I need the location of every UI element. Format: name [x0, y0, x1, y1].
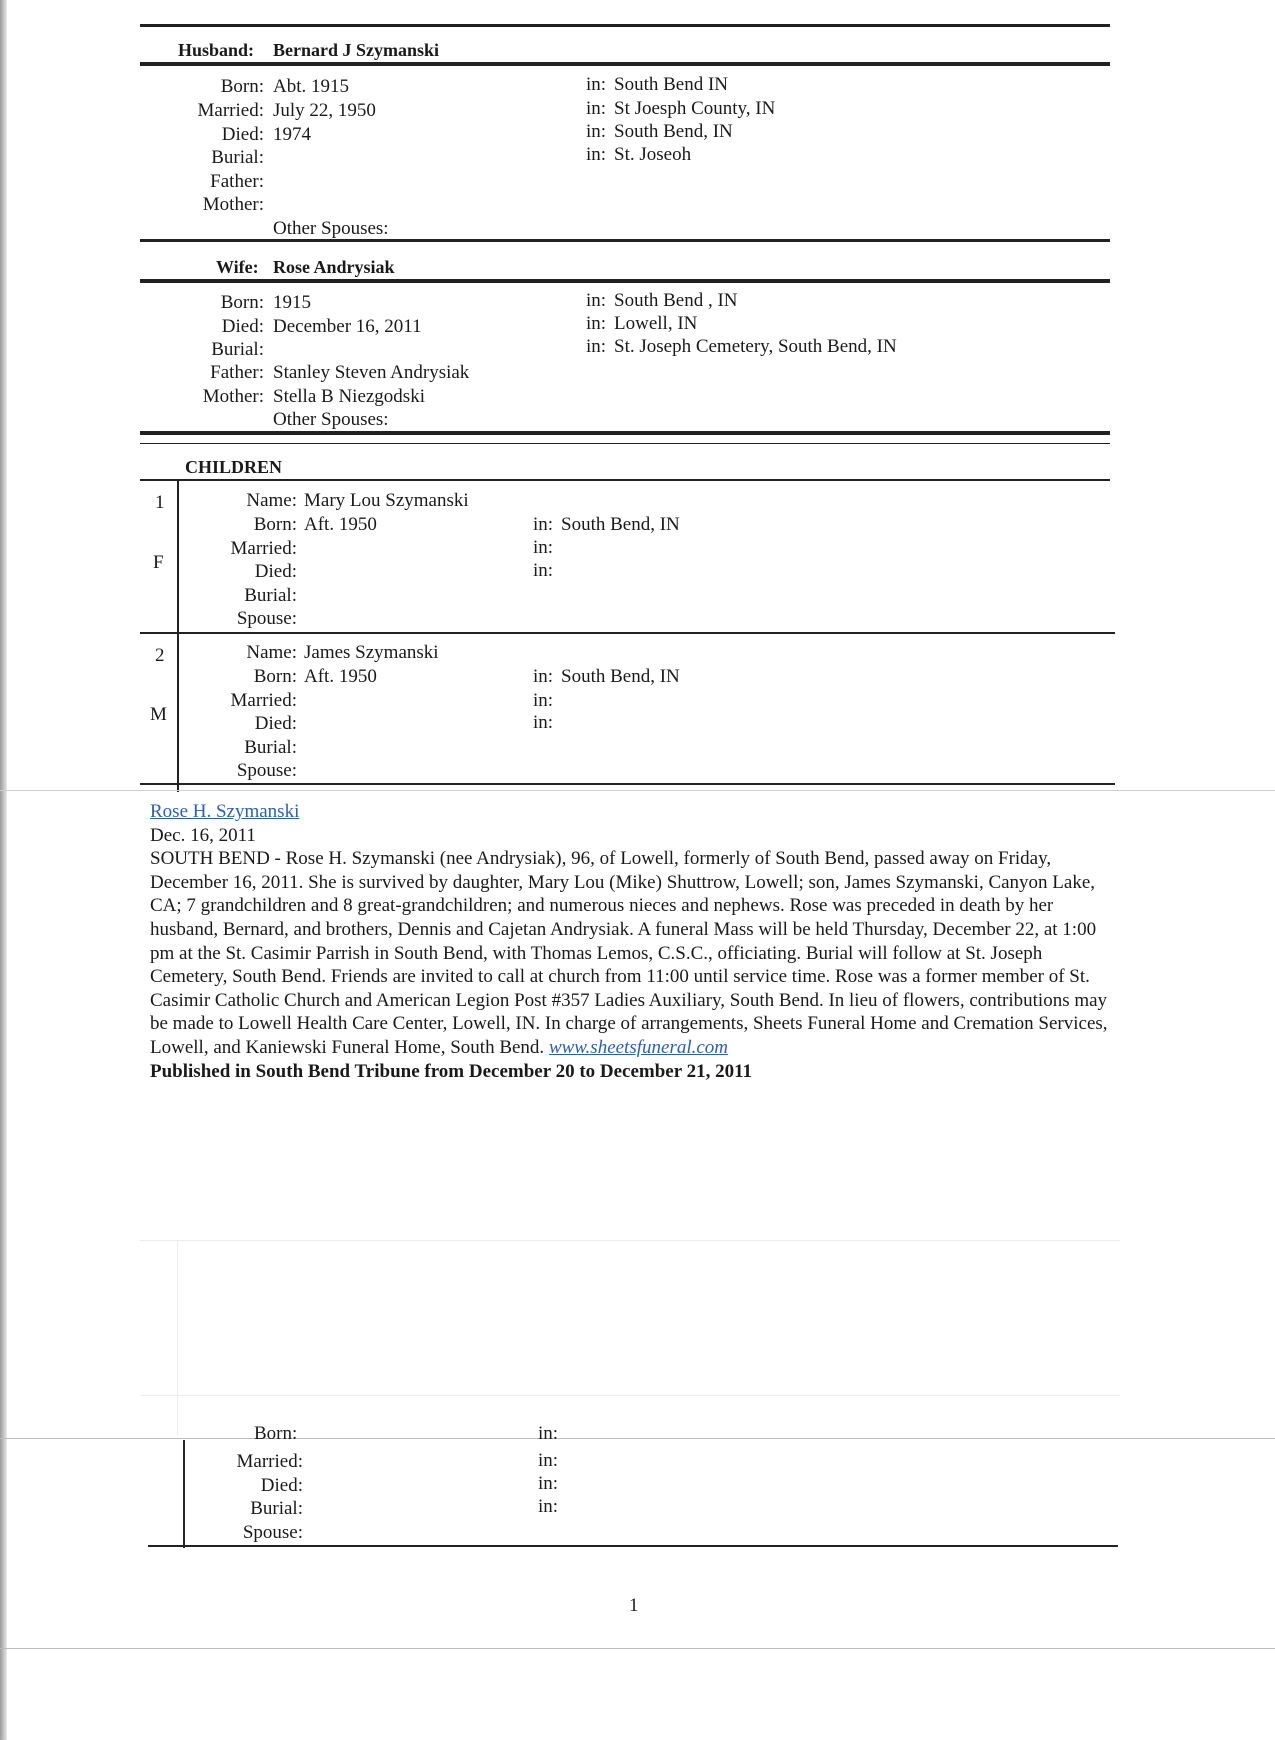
- bottom-paper-edge: [0, 1648, 1275, 1649]
- wife-died-place: Lowell, IN: [614, 313, 698, 334]
- child-1-born-place: South Bend, IN: [561, 514, 680, 535]
- page-number: 1: [629, 1595, 639, 1616]
- child-1-died-in: in:: [533, 560, 554, 581]
- wife-born-in: in:: [586, 290, 607, 311]
- child-2-born-in: in:: [533, 666, 554, 687]
- lower-partial-born: Born:: [254, 1423, 298, 1444]
- rule-children-top-thin: [140, 443, 1110, 444]
- paper-overlap-edge: [0, 790, 1275, 791]
- child-2-sex: M: [150, 704, 167, 725]
- wife-born-value: 1915: [273, 292, 311, 313]
- husband-born-place: South Bend IN: [614, 74, 728, 95]
- child-2-died-in: in:: [533, 712, 554, 733]
- lower-spouse-label: Spouse:: [242, 1522, 303, 1543]
- rule-wife-top: [140, 239, 1110, 242]
- obituary-body: SOUTH BEND - Rose H. Szymanski (nee Andrysiak), 96, of Lowell, formerly of South Bend, passed away on Friday, December 16, 2011. She is survived by daughter, Mary Lou (Mike) Shuttrow, Lowell; son, James Szymanski, Canyon Lake, CA; 7 grandchildren and 8 great-grandchildren; and numerous nieces and nephews. Rose was preceded in death by her husband, Bernard, and brothers, Dennis and Cajetan Andrysiak. A funeral Mass will be held Thursday, December 22, at 1:00 pm at the St. Casimir Parrish in South Bend, with Thomas Lemos, C.S.C., officiating. Burial will follow at St. Joseph Cemetery, South Bend. Friends are invited to call at church from 11:00 until service time. Rose was a former member of St. Casimir Catholic Church and American Legion Post #357 Ladies Auxiliary, South Bend. In lieu of flowers, contributions may be made to Lowell Health Care Center, Lowell, IN. In charge of arrangements, Sheets Funeral Home and Cremation Services, Lowell, and Kaniewski Funeral Home, South Bend.: [150, 848, 1108, 1058]
- husband-heading-label: Husband:: [178, 40, 255, 60]
- child-1-spouse-label: Spouse:: [236, 608, 297, 629]
- husband-married-label: Married:: [197, 100, 264, 121]
- child-2-born-place: South Bend, IN: [561, 666, 680, 687]
- wife-burial-label: Burial:: [211, 339, 264, 360]
- wife-born-place: South Bend , IN: [614, 290, 738, 311]
- husband-born-in: in:: [586, 74, 607, 95]
- wife-mother-label: Mother:: [202, 386, 264, 407]
- wife-heading-label: Wife:: [216, 257, 259, 277]
- child-2-married-label: Married:: [230, 690, 297, 711]
- wife-name: Rose Andrysiak: [273, 257, 395, 277]
- rule-wife-bottom: [140, 279, 1110, 283]
- paper-overlap-edge-lower: [0, 1438, 1275, 1439]
- husband-other-spouses: Other Spouses:: [273, 218, 389, 239]
- lower-partial-in: in:: [538, 1423, 559, 1444]
- lower-burial-label: Burial:: [250, 1498, 303, 1519]
- husband-died-value: 1974: [273, 124, 311, 145]
- obituary-title-link[interactable]: Rose H. Szymanski: [150, 801, 300, 822]
- lower-died-in: in:: [538, 1473, 559, 1494]
- children-heading: CHILDREN: [185, 457, 283, 477]
- wife-died-in: in:: [586, 313, 607, 334]
- husband-burial-place: St. Joseoh: [614, 144, 692, 165]
- child-1-married-in: in:: [533, 537, 554, 558]
- child-1-married-label: Married:: [230, 538, 297, 559]
- child-2-number: 2: [155, 645, 165, 666]
- child-1-born-value: Aft. 1950: [304, 514, 377, 535]
- child-2-name-label: Name:: [246, 642, 297, 663]
- wife-other-spouses: Other Spouses:: [273, 409, 389, 430]
- rule-child-divider: [140, 632, 1115, 634]
- child-2-born-label: Born:: [253, 666, 297, 687]
- lower-burial-in: in:: [538, 1496, 559, 1517]
- wife-burial-in: in:: [586, 336, 607, 357]
- wife-died-value: December 16, 2011: [273, 316, 422, 337]
- husband-burial-label: Burial:: [211, 147, 264, 168]
- wife-died-label: Died:: [221, 316, 264, 337]
- child-1-name-label: Name:: [246, 490, 297, 511]
- husband-born-value: Abt. 1915: [273, 76, 349, 97]
- husband-died-place: South Bend, IN: [614, 121, 733, 142]
- child-1-born-label: Born:: [253, 514, 297, 535]
- ghost-column-divider: [177, 1240, 178, 1435]
- lower-married-label: Married:: [236, 1451, 303, 1472]
- child-2-born-value: Aft. 1950: [304, 666, 377, 687]
- child-1-name-value: Mary Lou Szymanski: [304, 490, 469, 511]
- lower-died-label: Died:: [260, 1475, 303, 1496]
- husband-married-in: in:: [586, 98, 607, 119]
- lower-column-divider: [183, 1440, 185, 1548]
- obituary-date: Dec. 16, 2011: [150, 824, 256, 846]
- obituary-published: Published in South Bend Tribune from December 20 to December 21, 2011: [150, 1060, 753, 1082]
- child-1-burial-label: Burial:: [244, 585, 297, 606]
- child-2-burial-label: Burial:: [244, 737, 297, 758]
- husband-father-label: Father:: [210, 171, 264, 192]
- child-2-died-label: Died:: [254, 713, 297, 734]
- children-column-divider: [177, 481, 179, 792]
- husband-married-value: July 22, 1950: [273, 100, 376, 121]
- lower-rule-bottom: [148, 1545, 1118, 1547]
- funeral-home-link[interactable]: www.sheetsfuneral.com: [548, 1036, 729, 1058]
- child-2-spouse-label: Spouse:: [236, 760, 297, 781]
- husband-burial-in: in:: [586, 144, 607, 165]
- ghost-rule-2: [140, 1395, 1120, 1396]
- child-2-married-in: in:: [533, 690, 554, 711]
- husband-name: Bernard J Szymanski: [273, 40, 440, 60]
- ghost-rule-1: [140, 1240, 1120, 1241]
- child-1-number: 1: [155, 492, 165, 513]
- wife-mother-value: Stella B Niezgodski: [273, 386, 425, 407]
- wife-father-value: Stanley Steven Andrysiak: [273, 362, 470, 383]
- child-1-sex: F: [153, 552, 164, 573]
- husband-born-label: Born:: [220, 76, 264, 97]
- scan-edge: [0, 0, 7, 1740]
- wife-born-label: Born:: [220, 292, 264, 313]
- husband-mother-label: Mother:: [202, 194, 264, 215]
- husband-married-place: St Joesph County, IN: [614, 98, 776, 119]
- child-2-name-value: James Szymanski: [304, 642, 439, 663]
- husband-died-label: Died:: [221, 124, 264, 145]
- child-1-died-label: Died:: [254, 561, 297, 582]
- obituary: [150, 800, 1115, 1083]
- obituary-body-paragraph: [150, 847, 1115, 1059]
- rule-top: [140, 24, 1110, 27]
- rule-children-bottom: [140, 783, 1115, 785]
- husband-died-in: in:: [586, 121, 607, 142]
- rule-children-top: [140, 431, 1110, 435]
- rule-children-head-bottom: [140, 479, 1110, 481]
- lower-married-in: in:: [538, 1450, 559, 1471]
- wife-father-label: Father:: [210, 362, 264, 383]
- wife-burial-place: St. Joseph Cemetery, South Bend, IN: [614, 336, 897, 357]
- rule-husband-bottom: [140, 62, 1110, 66]
- child-1-born-in: in:: [533, 514, 554, 535]
